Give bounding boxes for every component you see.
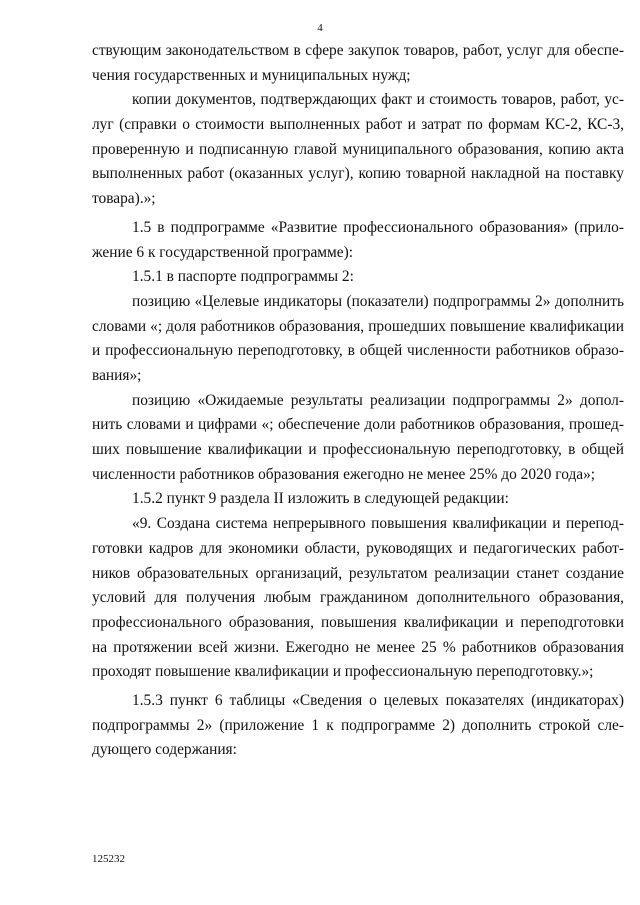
text-line: численности работников образования ежегодно не менее 25% до 2020 года»; [92, 465, 596, 483]
text-line: проходят повышение квалификации и профессиональную переподготовку.»; [92, 663, 594, 681]
text-line: на протяжении всей жизни. Ежегодно не менее 25 % работников образования [92, 638, 624, 656]
text-line: 1.5.3 пункт 6 таблицы «Сведения о целевых показателях (индикаторах) [132, 692, 624, 709]
text-line: профессионального образования, повышения квалификации и переподготовки [92, 613, 624, 631]
text-line: ствующим законодательством в сфере закупок товаров, работ, услуг для обеспе- [92, 42, 624, 59]
text-line: 1.5 в подпрограмме «Развитие профессионального образования» (прило- [132, 218, 624, 236]
text-line: ших повышение квалификации и профессиональную переподготовку, в общей [92, 441, 624, 459]
text-line: готовки кадров для экономики области, руководящих и педагогических работ- [92, 539, 624, 557]
text-line: условий для получения любым гражданином дополнительного образования, [92, 589, 624, 607]
text-line: выполненных работ (оказанных услуг), копию товарной накладной на поставку [92, 165, 624, 183]
page-number: 4 [317, 22, 323, 34]
text-line: проверенную и подписанную главой муниципального образования, копию акта [92, 140, 624, 158]
text-line: дующего содержания: [92, 741, 237, 759]
text-line: жение 6 к государственной программе): [92, 243, 353, 261]
text-line: подпрограммы 2» (приложение 1 к подпрограмме 2) дополнить строкой сле- [92, 716, 624, 734]
text-line: чения государственных и муниципальных нужд; [92, 66, 411, 84]
text-line: 1.5.2 пункт 9 раздела II изложить в следующей редакции: [132, 490, 509, 508]
text-line: позицию «Ожидаемые результаты реализации подпрограммы 2» допол- [132, 391, 624, 409]
text-line: позицию «Целевые индикаторы (показатели) подпрограммы 2» дополнить [132, 292, 624, 310]
document-body [92, 39, 624, 763]
text-line: копии документов, подтверждающих факт и стоимость товаров, работ, ус- [132, 91, 624, 109]
text-line: 1.5.1 в паспорте подпрограммы 2: [132, 268, 354, 286]
text-line: словами «; доля работников образования, прошедших повышение квалификации [92, 317, 624, 335]
text-line: нить словами и цифрами «; обеспечение доли работников образования, прошед- [92, 416, 624, 434]
text-line: луг (справки о стоимости выполненных работ и затрат по формам КС-2, КС-3, [92, 116, 624, 134]
text-line: вания»; [92, 367, 142, 384]
text-line: товара).»; [92, 190, 156, 208]
text-line: ников образовательных организаций, результатом реализации станет создание [92, 564, 624, 582]
text-line: «9. Создана система непрерывного повышения квалификации и перепод- [132, 515, 624, 533]
text-line: и профессиональную переподготовку, в общей численности работников образо- [92, 342, 624, 360]
document-code: 125232 [92, 853, 125, 865]
